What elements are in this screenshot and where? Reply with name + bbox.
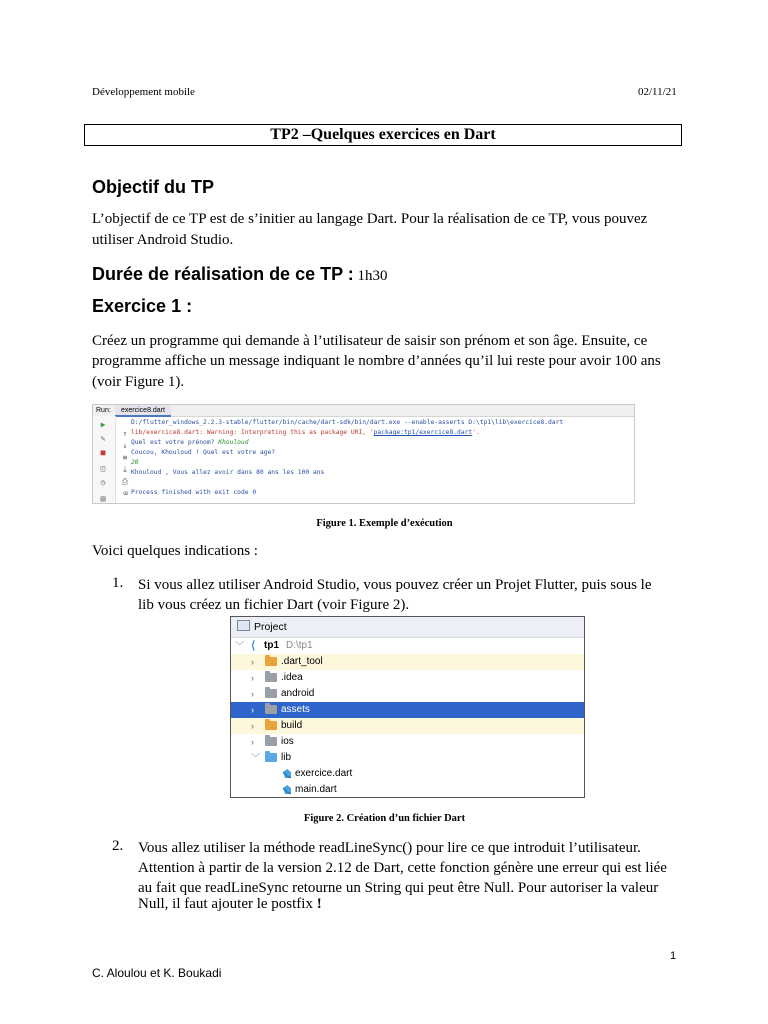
folder-grey-icon (265, 673, 277, 682)
console-toolbar (93, 405, 634, 417)
exercice1-line3: (voir Figure 1). (92, 374, 185, 390)
tree-row-label: main.dart (295, 784, 337, 795)
console-tab[interactable] (115, 405, 171, 417)
project-tree-figure (230, 616, 585, 798)
stop-icon[interactable]: ■ (100, 448, 106, 457)
item2-line4 (138, 896, 322, 913)
tree-row-build[interactable] (231, 718, 584, 734)
project-panel-icon (237, 620, 250, 631)
console-line-prompt-age: Coucou, Khouloud ! Quel est votre age? (131, 449, 276, 456)
print-icon[interactable]: ⎙ (121, 477, 129, 486)
wrench-icon[interactable]: ✎ (100, 434, 106, 443)
heading-objectif: Objectif du TP (92, 177, 215, 197)
exercice1-line2: programme affiche un message indiquant le nombre d’années qu’il lui reste pour avoir 100 ans (92, 353, 661, 369)
item2-line3: au fait que readLineSync retourne un String qui peut être Null. Pour autoriser la valeur (138, 880, 659, 896)
item2-number: 2. (112, 838, 124, 854)
heading-exercice1: Exercice 1 : (92, 296, 193, 316)
package-link[interactable]: package:tp1/exercice8.dart (373, 429, 473, 436)
document-title: TP2 –Quelques exercices en Dart (84, 124, 682, 146)
warning-end: '. (472, 429, 480, 436)
objectif-line1: L’objectif de ce TP est de s’initier au langage Dart. Pour la réalisation de ce TP, vous pouvez (92, 211, 648, 227)
console-side-toolbar (93, 416, 116, 503)
item2-line4-text: Null, il faut ajouter le postfix (138, 896, 317, 912)
input-name: Khouloud (218, 439, 249, 446)
footer-authors: C. Aloulou et K. Boukadi (92, 966, 222, 980)
exercice1-line1: Créez un programme qui demande à l’utilisateur de saisir son prénom et son âge. Ensuite, ce (92, 333, 648, 349)
flutter-icon: ⟨ (251, 640, 256, 652)
tree-row-label: android (281, 688, 315, 699)
tree-row-root[interactable] (231, 638, 584, 654)
console-line-exit: Process finished with exit code 0 (131, 489, 257, 496)
scroll-down-icon[interactable]: ↓ (122, 441, 128, 450)
dart-file-icon (282, 769, 292, 779)
history-icon[interactable]: ◷ (100, 478, 106, 487)
console-line-command: D:/flutter_windows_2.2.3-stable/flutter/bin/cache/dart-sdk/bin/dart.exe --enable-asserts D:\tp1\lib\exercice8.dart (131, 419, 564, 426)
page-number: 1 (670, 950, 677, 962)
rerun-icon[interactable]: ▶ (100, 420, 106, 429)
folder-grey-icon (265, 705, 277, 714)
tree-row-dart-tool[interactable] (231, 654, 584, 670)
console-line-input-age: 20 (131, 459, 139, 466)
duree-label: Durée de réalisation de ce TP : (92, 264, 354, 284)
tree-row-label: build (281, 720, 303, 731)
console-line-warning (131, 429, 480, 437)
tree-row-label: .dart_tool (281, 656, 323, 667)
chevron-right-icon[interactable]: › (251, 721, 254, 731)
tree-row-label: .idea (281, 672, 303, 683)
chevron-down-icon[interactable]: ﹀ (251, 753, 261, 763)
prompt-name: Quel est votre prénom? (131, 439, 219, 446)
run-console-figure (92, 404, 635, 504)
folder-orange-icon (265, 657, 277, 666)
folder-blue-icon (265, 753, 277, 762)
figure2-caption: Figure 2. Création d’un fichier Dart (303, 813, 466, 824)
tree-row-assets[interactable] (231, 702, 584, 718)
tree-row-ios[interactable] (231, 734, 584, 750)
tree-row-label: ios (281, 736, 294, 747)
dart-file-icon (282, 785, 292, 795)
tree-row-main-dart[interactable] (231, 782, 584, 798)
warning-text: lib/exercice8.dart: Warning: Interpreting this as package URI, ' (131, 429, 374, 436)
soft-wrap-icon[interactable]: ≡ (122, 453, 128, 462)
tree-row-idea[interactable] (231, 670, 584, 686)
run-label: Run: (96, 407, 111, 414)
chevron-right-icon[interactable]: › (251, 657, 254, 667)
duree-value: 1h30 (353, 268, 388, 284)
console-line-result: Khouloud , Vous allez avoir dans 80 ans les 100 ans (131, 469, 325, 476)
chevron-down-icon[interactable]: ﹀ (235, 641, 245, 651)
scroll-end-icon[interactable]: ⤓ (123, 465, 127, 474)
console-line-prompt-name (131, 439, 249, 447)
duree-line (92, 264, 388, 285)
project-panel-header[interactable] (231, 617, 584, 638)
folder-grey-icon (265, 689, 277, 698)
item1-number: 1. (112, 575, 124, 591)
camera-icon[interactable]: ◫ (100, 464, 106, 473)
item1-line2: lib vous créez un fichier Dart (voir Figure 2). (138, 597, 410, 613)
tree-row-label: lib (281, 752, 292, 763)
tree-row-android[interactable] (231, 686, 584, 702)
item2-line2: Attention à partir de la version 2.12 de Dart, cette fonction génère une erreur qui est liée (138, 860, 667, 876)
folder-orange-icon (265, 721, 277, 730)
tree-row-exercice-dart[interactable] (231, 766, 584, 782)
tree-root-path: D:\tp1 (286, 640, 313, 651)
layout-icon[interactable]: ▤ (100, 494, 106, 503)
chevron-right-icon[interactable]: › (251, 705, 254, 715)
item2-line1: Vous allez utiliser la méthode readLineSync() pour lire ce que introduit l’utilisateur. (138, 840, 641, 856)
item1-line1: Si vous allez utiliser Android Studio, vous pouvez créer un Projet Flutter, puis sous le (138, 577, 652, 593)
postfix-symbol: ! (316, 896, 322, 912)
folder-grey-icon (265, 737, 277, 746)
objectif-line2: utiliser Android Studio. (92, 232, 234, 248)
indications-intro: Voici quelques indications : (92, 543, 258, 559)
console-tab-label: exercice8.dart (121, 407, 165, 414)
trash-icon[interactable]: ⌫ (122, 489, 128, 498)
figure1-caption: Figure 1. Exemple d’exécution (316, 518, 453, 529)
header-date: 02/11/21 (638, 86, 677, 98)
chevron-right-icon[interactable]: › (251, 737, 254, 747)
chevron-right-icon[interactable]: › (251, 673, 254, 683)
scroll-up-icon[interactable]: ↑ (122, 429, 128, 438)
project-panel-title: Project (254, 621, 287, 633)
tree-row-lib[interactable] (231, 750, 584, 766)
tree-row-label: exercice.dart (295, 768, 353, 779)
header-course: Développement mobile (92, 86, 195, 98)
tree-row-label: assets (281, 704, 310, 715)
tree-root-label: tp1 (264, 640, 279, 651)
chevron-right-icon[interactable]: › (251, 689, 254, 699)
